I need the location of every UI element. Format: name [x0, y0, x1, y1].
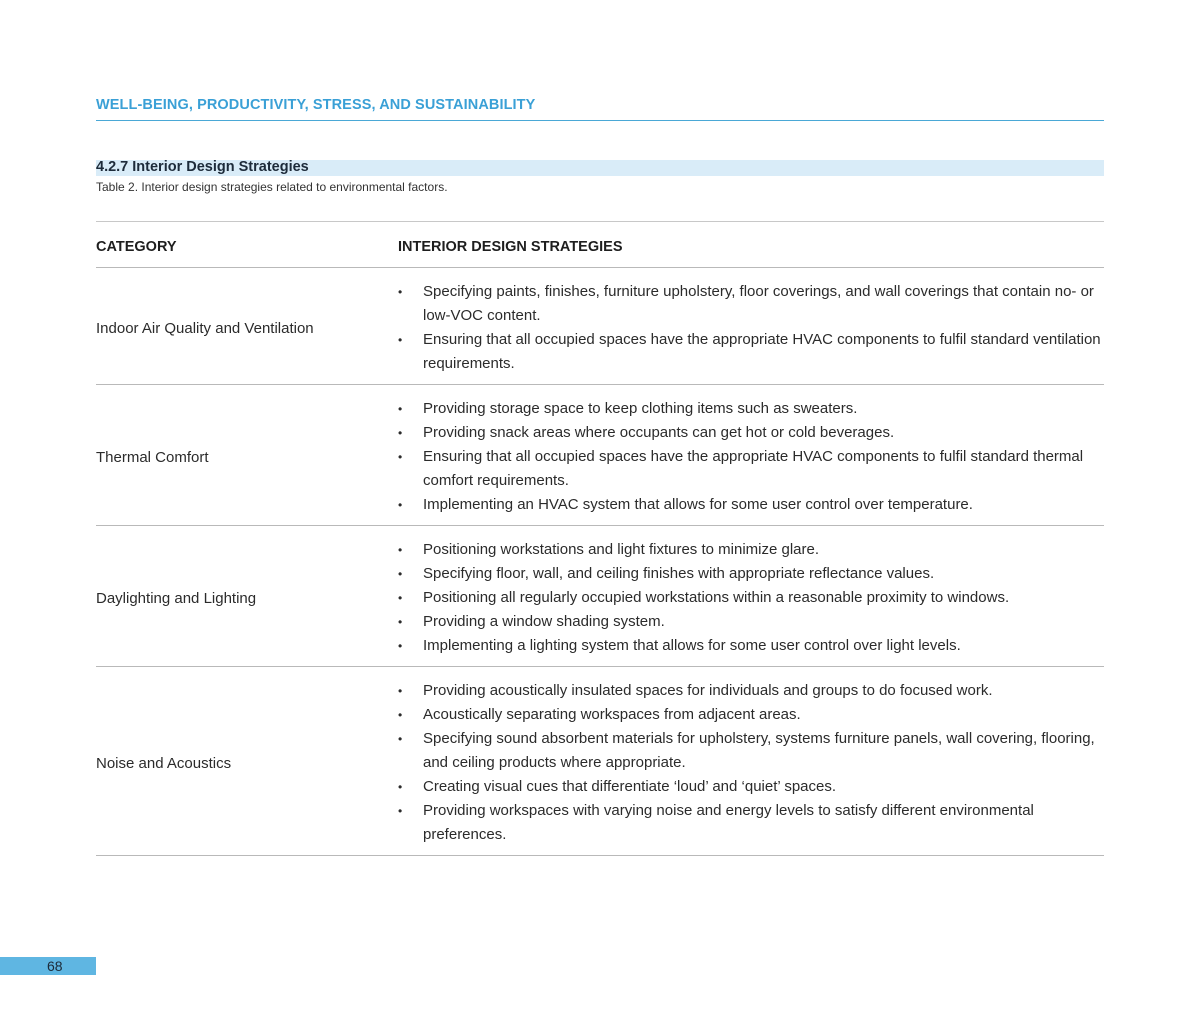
column-header-category: CATEGORY: [96, 239, 177, 255]
strategy-text: Providing a window shading system.: [423, 613, 665, 630]
strategies-table: [96, 221, 1104, 856]
strategy-item: [398, 775, 1104, 799]
table-row: [96, 526, 1104, 667]
strategy-text: Acoustically separating workspaces from adjacent areas.: [423, 706, 801, 723]
strategy-item: [398, 280, 1104, 328]
bullet-icon: •: [398, 639, 403, 653]
strategy-list: [398, 538, 1104, 658]
category-cell: Indoor Air Quality and Ventilation: [96, 319, 314, 337]
strategy-item: [398, 445, 1104, 493]
category-cell: Daylighting and Lighting: [96, 589, 257, 607]
strategy-item: [398, 397, 1104, 421]
bullet-icon: •: [398, 567, 403, 581]
strategy-text: Specifying floor, wall, and ceiling finishes with appropriate reflectance values.: [423, 565, 935, 582]
table-caption: Table 2. Interior design strategies related to environmental factors.: [96, 180, 448, 194]
strategy-item: [398, 634, 1104, 658]
page-number-tab: [0, 957, 96, 975]
strategy-item: [398, 562, 1104, 586]
strategy-text: Ensuring that all occupied spaces have the appropriate HVAC components to fulfil standard ventilation requirements.: [423, 331, 1101, 372]
strategy-text: Providing workspaces with varying noise and energy levels to satisfy different environmental preferences.: [423, 802, 1034, 843]
strategy-item: [398, 679, 1104, 703]
strategy-text: Implementing an HVAC system that allows for some user control over temperature.: [423, 496, 973, 513]
category-cell: Noise and Acoustics: [96, 754, 232, 772]
running-header-title: WELL-BEING, PRODUCTIVITY, STRESS, AND SUSTAINABILITY: [96, 97, 536, 113]
strategy-item: [398, 727, 1104, 775]
page-number: 68: [47, 958, 63, 974]
bullet-icon: •: [398, 732, 403, 746]
bullet-icon: •: [398, 708, 403, 722]
section-heading: [96, 160, 1104, 176]
strategy-text: Creating visual cues that differentiate ‘loud’ and ‘quiet’ spaces.: [423, 778, 837, 795]
strategy-text: Providing storage space to keep clothing items such as sweaters.: [423, 400, 858, 417]
column-header-strategies: INTERIOR DESIGN STRATEGIES: [398, 239, 623, 255]
strategy-text: Ensuring that all occupied spaces have the appropriate HVAC components to fulfil standard thermal comfort requirements.: [423, 448, 1084, 489]
bullet-icon: •: [398, 804, 403, 818]
bullet-icon: •: [398, 426, 403, 440]
bullet-icon: •: [398, 543, 403, 557]
strategy-list: [398, 679, 1104, 847]
strategy-item: [398, 493, 1104, 517]
bullet-icon: •: [398, 402, 403, 416]
table-header: [96, 222, 1104, 268]
strategy-text: Specifying sound absorbent materials for upholstery, systems furniture panels, wall covering, flooring, and ceiling products where appropriate.: [423, 730, 1095, 771]
strategy-text: Providing acoustically insulated spaces for individuals and groups to do focused work.: [423, 682, 993, 699]
bullet-icon: •: [398, 591, 403, 605]
category-cell: Thermal Comfort: [96, 448, 209, 466]
bullet-icon: •: [398, 285, 403, 299]
strategy-item: [398, 703, 1104, 727]
strategy-list: [398, 397, 1104, 517]
bullet-icon: •: [398, 780, 403, 794]
strategy-text: Positioning all regularly occupied workstations within a reasonable proximity to windows.: [423, 589, 1010, 606]
running-header: [96, 96, 1104, 121]
strategy-item: [398, 538, 1104, 562]
strategy-item: [398, 328, 1104, 376]
table-row: [96, 385, 1104, 526]
strategy-text: Specifying paints, finishes, furniture upholstery, floor coverings, and wall coverings that contain no- or low-VOC content.: [423, 283, 1094, 324]
table-row: [96, 268, 1104, 385]
bullet-icon: •: [398, 615, 403, 629]
bullet-icon: •: [398, 333, 403, 347]
bullet-icon: •: [398, 450, 403, 464]
strategy-text: Positioning workstations and light fixtures to minimize glare.: [423, 541, 820, 558]
table-row: [96, 667, 1104, 856]
strategy-item: [398, 586, 1104, 610]
strategy-list: [398, 280, 1104, 376]
strategy-item: [398, 421, 1104, 445]
strategy-item: [398, 610, 1104, 634]
table-body: [96, 268, 1104, 856]
strategy-text: Providing snack areas where occupants can get hot or cold beverages.: [423, 424, 895, 441]
strategy-text: Implementing a lighting system that allows for some user control over light levels.: [423, 637, 961, 654]
section-title: 4.2.7 Interior Design Strategies: [96, 159, 309, 175]
strategy-item: [398, 799, 1104, 847]
bullet-icon: •: [398, 498, 403, 512]
bullet-icon: •: [398, 684, 403, 698]
